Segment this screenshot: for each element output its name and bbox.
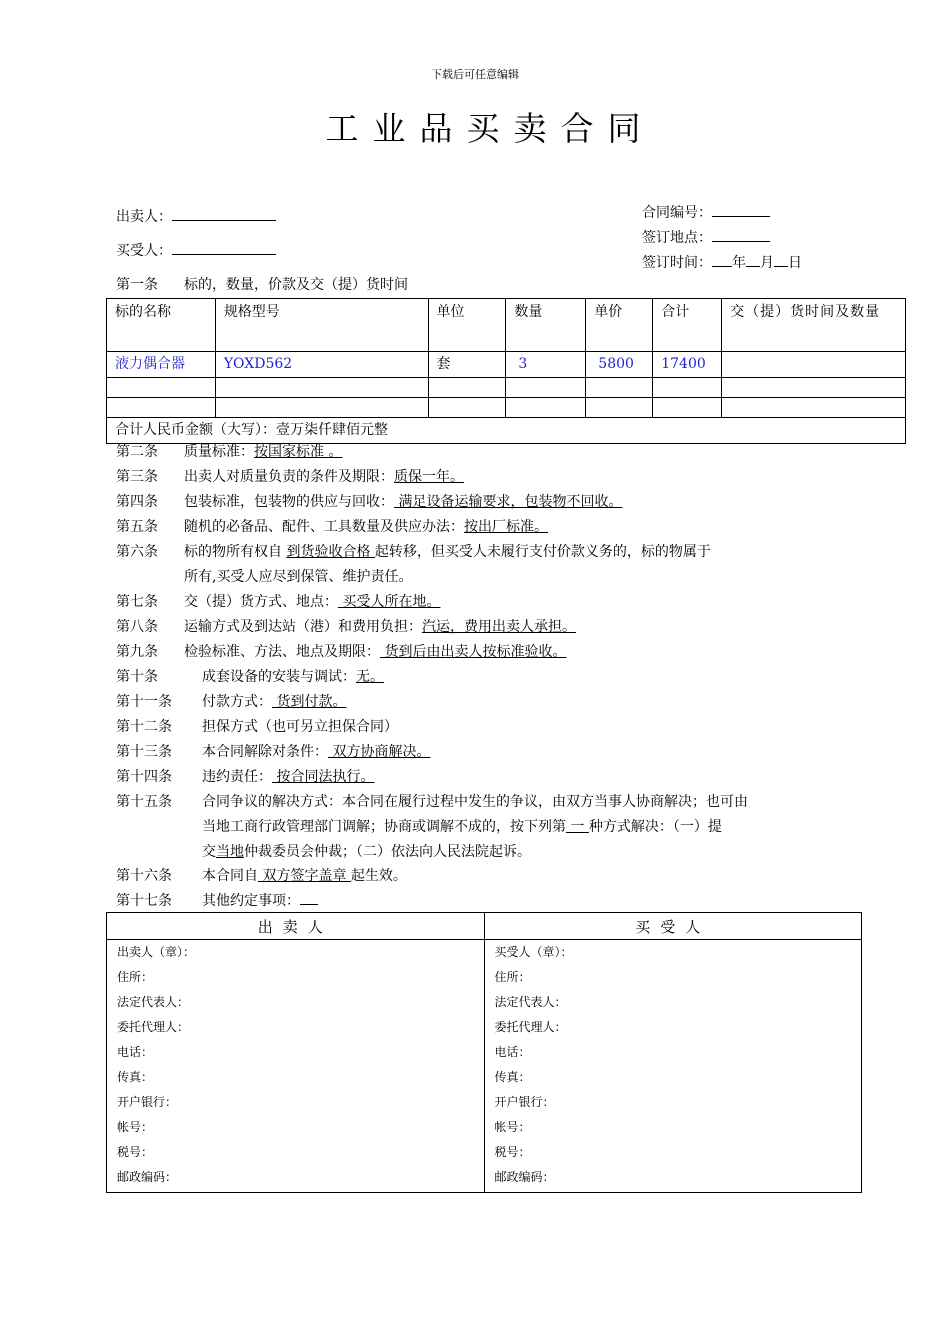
seller-field xyxy=(116,206,276,226)
header-note: 下载后可任意编辑 xyxy=(431,68,519,81)
article-text: 包装标准，包装物的供应与回收： xyxy=(184,494,394,510)
article-15 xyxy=(116,793,748,811)
table-cell[interactable] xyxy=(107,398,216,418)
sign-month-blank[interactable] xyxy=(746,252,760,267)
table-cell[interactable]: 液力偶合器 xyxy=(107,352,216,378)
article-15-line-2 xyxy=(202,818,722,836)
article-text: 本合同解除对条件： xyxy=(202,744,328,760)
article-text: 担保方式（也可另立担保合同） xyxy=(202,719,398,735)
article-num: 第十六条 xyxy=(116,868,172,884)
goods-table xyxy=(106,298,906,444)
table-cell[interactable] xyxy=(107,378,216,398)
table-cell[interactable] xyxy=(506,398,586,418)
article-num: 第十四条 xyxy=(116,769,172,785)
article-value: 满足设备运输要求，包装物不回收。 xyxy=(394,494,623,510)
article-num: 第六条 xyxy=(116,544,158,560)
buyer-phone-field[interactable]: 电话： xyxy=(494,1045,531,1059)
sign-year-label: 年 xyxy=(732,255,746,271)
buyer-address-field[interactable]: 住所： xyxy=(494,970,531,984)
seller-account-field[interactable]: 帐号： xyxy=(117,1120,154,1134)
article-num: 第七条 xyxy=(116,594,158,610)
table-cell[interactable] xyxy=(215,378,428,398)
buyer-head: 买受人 xyxy=(484,913,862,940)
signature-table xyxy=(106,912,862,1193)
article-16 xyxy=(116,867,407,885)
header-cell: 数量 xyxy=(506,299,586,352)
seller-postcode-field[interactable]: 邮政编码： xyxy=(117,1170,178,1184)
table-cell[interactable]: 17400 xyxy=(653,352,722,378)
article-text: 起生效。 xyxy=(350,868,407,884)
table-row xyxy=(107,352,906,378)
header-cell: 合计 xyxy=(653,299,722,352)
article-num: 第十五条 xyxy=(116,794,172,810)
article-2 xyxy=(116,443,342,461)
sign-time-field xyxy=(642,252,802,272)
article-text: 标的物所有权自 xyxy=(184,544,287,560)
article-num: 第九条 xyxy=(116,644,158,660)
article-1-num: 第一条 xyxy=(116,277,158,293)
article-1 xyxy=(116,276,408,294)
table-cell[interactable] xyxy=(722,398,906,418)
article-text: 付款方式： xyxy=(202,694,272,710)
sign-year-blank[interactable] xyxy=(712,252,732,267)
article-text: 出卖人对质量负责的条件及期限： xyxy=(184,469,394,485)
article-num: 第十三条 xyxy=(116,744,172,760)
article-value: 买受人所在地。 xyxy=(338,594,441,610)
article-11 xyxy=(116,693,346,711)
table-cell[interactable] xyxy=(506,378,586,398)
seller-seal-field[interactable]: 出卖人（章）： xyxy=(117,945,196,959)
total-row xyxy=(107,418,906,444)
article-value: 一 xyxy=(566,819,589,835)
buyer-blank[interactable] xyxy=(172,240,276,255)
article-3 xyxy=(116,468,464,486)
buyer-tax-field[interactable]: 税号： xyxy=(494,1145,531,1159)
sign-place-blank[interactable] xyxy=(712,227,770,242)
table-cell[interactable] xyxy=(653,378,722,398)
article-1-text: 标的，数量，价款及交（提）货时间 xyxy=(184,277,408,293)
buyer-legal-rep-field[interactable]: 法定代表人： xyxy=(494,995,567,1009)
article-text: 成套设备的安装与调试： xyxy=(202,669,356,685)
sign-day-blank[interactable] xyxy=(774,252,788,267)
header-cell: 单位 xyxy=(428,299,506,352)
article-num: 第二条 xyxy=(116,444,158,460)
seller-tax-field[interactable]: 税号： xyxy=(117,1145,154,1159)
table-cell[interactable]: 套 xyxy=(428,352,506,378)
article-value: 货到付款。 xyxy=(272,694,347,710)
seller-blank[interactable] xyxy=(172,206,276,221)
table-row xyxy=(107,378,906,398)
seller-fax-field[interactable]: 传真： xyxy=(117,1070,154,1084)
article-num: 第五条 xyxy=(116,519,158,535)
article-9 xyxy=(116,643,566,661)
signature-body-row xyxy=(107,940,862,1193)
article-text: 当地工商行政管理部门调解；协商或调解不成的，按下列第 xyxy=(202,819,566,835)
article-value: 双方协商解决。 xyxy=(328,744,431,760)
article-17 xyxy=(116,891,318,910)
header-cell: 交（提）货时间及数量 xyxy=(722,299,906,352)
sign-day-label: 日 xyxy=(788,255,802,271)
sign-place-field xyxy=(642,227,770,247)
article-value: 双方签字盖章 xyxy=(258,868,351,884)
buyer-label: 买受人： xyxy=(116,243,172,259)
seller-bank-field[interactable]: 开户银行： xyxy=(117,1095,178,1109)
sign-month-label: 月 xyxy=(760,255,774,271)
article-num: 第十一条 xyxy=(116,694,172,710)
article-text: 检验标准、方法、地点及期限： xyxy=(184,644,380,660)
buyer-agent-field[interactable]: 委托代理人： xyxy=(494,1020,567,1034)
article-num: 第四条 xyxy=(116,494,158,510)
header-cell: 标的名称 xyxy=(107,299,216,352)
article-5 xyxy=(116,518,548,536)
article-text: 随机的必备品、配件、工具数量及供应办法： xyxy=(184,519,464,535)
article-6 xyxy=(116,543,711,561)
article-value: 按合同法执行。 xyxy=(272,769,375,785)
article-value: 按出厂标准。 xyxy=(464,519,548,535)
contract-no-blank[interactable] xyxy=(712,202,770,217)
article-num: 第八条 xyxy=(116,619,158,635)
article-value: 按国家标准 。 xyxy=(254,444,343,460)
article-value: 货到后由出卖人按标准验收。 xyxy=(380,644,567,660)
article-text: 本合同自 xyxy=(202,868,258,884)
article-num: 第三条 xyxy=(116,469,158,485)
article-6-line-2: 所有,买受人应尽到保管、维护责任。 xyxy=(184,569,413,585)
contract-title: 工业品买卖合同 xyxy=(325,109,655,148)
seller-address-field[interactable]: 住所： xyxy=(117,970,154,984)
article-value: 到货验收合格 xyxy=(286,544,375,560)
buyer-account-field[interactable]: 帐号： xyxy=(494,1120,531,1134)
article-12 xyxy=(116,718,398,736)
article-text: 质量标准： xyxy=(184,444,254,460)
article-13 xyxy=(116,743,430,761)
contract-no-label: 合同编号： xyxy=(642,205,712,221)
table-cell[interactable]: 5800 xyxy=(586,352,653,378)
header-cell: 规格型号 xyxy=(215,299,428,352)
seller-info xyxy=(107,940,485,1193)
article-10 xyxy=(116,668,384,686)
article-num: 第十七条 xyxy=(116,893,172,909)
buyer-bank-field[interactable]: 开户银行： xyxy=(494,1095,555,1109)
table-cell[interactable] xyxy=(428,378,506,398)
article-7 xyxy=(116,593,440,611)
goods-table-header xyxy=(107,299,906,352)
header-cell: 单价 xyxy=(586,299,653,352)
article-value: 汽运，费用出卖人承担。 xyxy=(422,619,576,635)
table-cell[interactable] xyxy=(428,398,506,418)
table-cell[interactable] xyxy=(722,378,906,398)
article-value: 当地 xyxy=(216,844,244,860)
table-row xyxy=(107,398,906,418)
buyer-seal-field[interactable]: 买受人（章）： xyxy=(494,945,573,959)
article-text: 运输方式及到达站（港）和费用负担： xyxy=(184,619,422,635)
total-amount: 合计人民币金额（大写）：壹万柒仟肆佰元整 xyxy=(107,418,906,444)
table-cell[interactable]: 3 xyxy=(506,352,586,378)
article-text: 交 xyxy=(202,844,216,860)
seller-phone-field[interactable]: 电话： xyxy=(117,1045,154,1059)
article-14 xyxy=(116,768,374,786)
signature-head-row xyxy=(107,913,862,940)
buyer-field xyxy=(116,240,276,260)
table-cell[interactable] xyxy=(586,398,653,418)
article-value: 质保一年。 xyxy=(394,469,464,485)
seller-head: 出卖人 xyxy=(107,913,485,940)
buyer-info xyxy=(484,940,862,1193)
article-text: 合同争议的解决方式：本合同在履行过程中发生的争议，由双方当事人协商解决；也可由 xyxy=(202,794,748,810)
buyer-postcode-field[interactable]: 邮政编码： xyxy=(494,1170,555,1184)
article-15-line-3 xyxy=(202,843,531,861)
article-text: 其他约定事项： xyxy=(202,893,300,909)
article-value: 无。 xyxy=(356,669,384,685)
article-text: 交（提）货方式、地点： xyxy=(184,594,338,610)
article-text: 违约责任： xyxy=(202,769,272,785)
table-cell[interactable] xyxy=(722,352,906,378)
other-terms-blank[interactable] xyxy=(300,891,318,905)
buyer-fax-field[interactable]: 传真： xyxy=(494,1070,531,1084)
seller-legal-rep-field[interactable]: 法定代表人： xyxy=(117,995,190,1009)
table-cell[interactable] xyxy=(586,378,653,398)
contract-no-field xyxy=(642,202,770,222)
sign-time-label: 签订时间： xyxy=(642,255,712,271)
table-cell[interactable] xyxy=(653,398,722,418)
article-text: 仲裁委员会仲裁；（二）依法向人民法院起诉。 xyxy=(244,844,531,860)
sign-place-label: 签订地点： xyxy=(642,230,712,246)
article-8 xyxy=(116,618,576,636)
seller-agent-field[interactable]: 委托代理人： xyxy=(117,1020,190,1034)
seller-label: 出卖人： xyxy=(116,209,172,225)
article-num: 第十二条 xyxy=(116,719,172,735)
article-text: 起转移，但买受人未履行支付价款义务的，标的物属于 xyxy=(374,544,711,560)
table-cell[interactable]: YOXD562 xyxy=(215,352,428,378)
article-4 xyxy=(116,493,622,511)
article-text: 种方式解决：（一）提 xyxy=(588,819,722,835)
article-num: 第十条 xyxy=(116,669,158,685)
table-cell[interactable] xyxy=(215,398,428,418)
